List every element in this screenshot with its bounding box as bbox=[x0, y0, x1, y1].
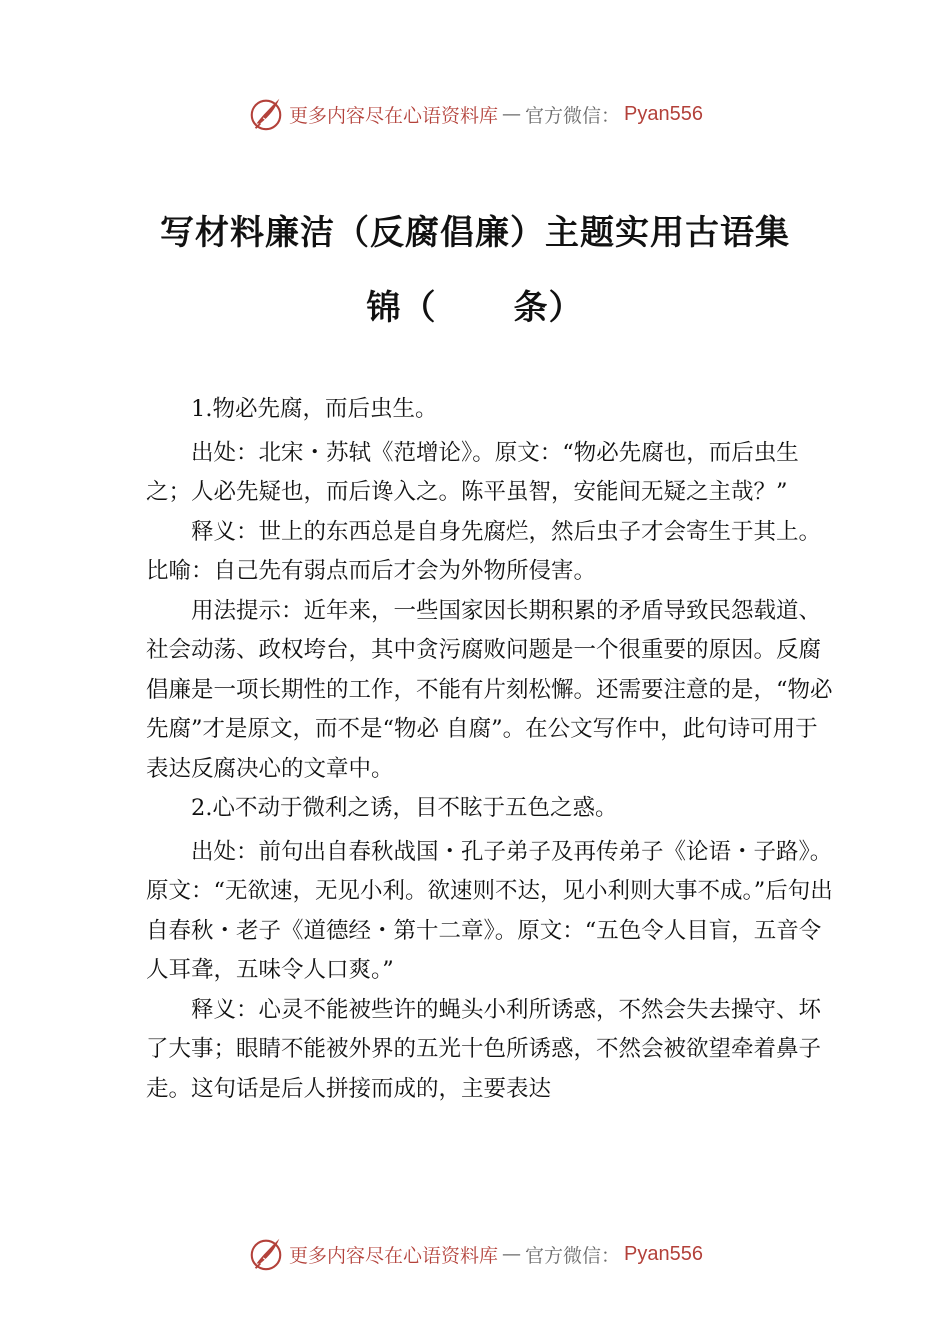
document-title-line-2: 锦（ 条） bbox=[366, 288, 584, 328]
header-watermark bbox=[0, 94, 950, 134]
watermark-brand-text: 更多内容尽在心语资料库 bbox=[289, 104, 499, 127]
entry-2-source: 出处：前句出自春秋战国・孔子弟子及再传弟子《论语・子路》。原文：“无欲速，无见小利。欲速则不达，见小利则大事不成。”后句出自春秋・老子《道德经・第十二章》。原文：“五色令人目盲，五音令人耳聋，五味令人口爽。” bbox=[146, 838, 833, 983]
entry-1-usage-tip: 用法提示：近年来，一些国家因长期积累的矛盾导致民怨载道、社会动荡、政权垮台，其中贪污腐败问题是一个很重要的原因。反腐倡廉是一项长期性的工作，不能有片刻松懈。还需要注意的是，“物必先腐”才是原文，而不是“物必 自腐”。在公文写作中，此句诗可用于表达反腐决心的文章中。 bbox=[146, 597, 833, 782]
entry-1-source: 出处：北宋・苏轼《范增论》。原文：“物必先腐也，而后虫生之；人必先疑也，而后谗入之。陈平虽智，安能间无疑之主哉？” bbox=[146, 439, 799, 505]
watermark-brand-text: 更多内容尽在心语资料库 bbox=[289, 1244, 499, 1267]
quill-pen-logo-icon bbox=[247, 1235, 285, 1273]
entry-2-heading: 2.心不动于微利之诱，目不眩于五色之惑。 bbox=[191, 795, 618, 821]
entry-2-meaning: 释义：心灵不能被些许的蝇头小利所诱惑，不然会失去操守、坏了大事；眼睛不能被外界的五光十色所诱惑，不然会被欲望牵着鼻子走。这句话是后人拼接而成的，主要表达 bbox=[146, 996, 822, 1102]
entry-1-meaning: 释义：世上的东西总是自身先腐烂，然后虫子才会寄生于其上。比喻：自己先有弱点而后才会为外物所侵害。 bbox=[146, 518, 822, 584]
document-body bbox=[146, 390, 836, 1109]
entry-1-heading: 1.物必先腐，而后虫生。 bbox=[191, 396, 438, 422]
watermark-official-label: 官方微信： bbox=[525, 1244, 621, 1267]
footer-watermark bbox=[0, 1234, 950, 1274]
watermark-separator: — bbox=[502, 103, 522, 125]
quill-pen-logo-icon bbox=[247, 95, 285, 133]
watermark-separator: — bbox=[502, 1243, 522, 1265]
watermark-official-label: 官方微信： bbox=[525, 104, 621, 127]
document-title-line-1: 写材料廉洁（反腐倡廉）主题实用古语集 bbox=[160, 213, 790, 253]
watermark-wechat-id: Pyan556 bbox=[624, 1242, 703, 1265]
watermark-wechat-id: Pyan556 bbox=[624, 102, 703, 125]
